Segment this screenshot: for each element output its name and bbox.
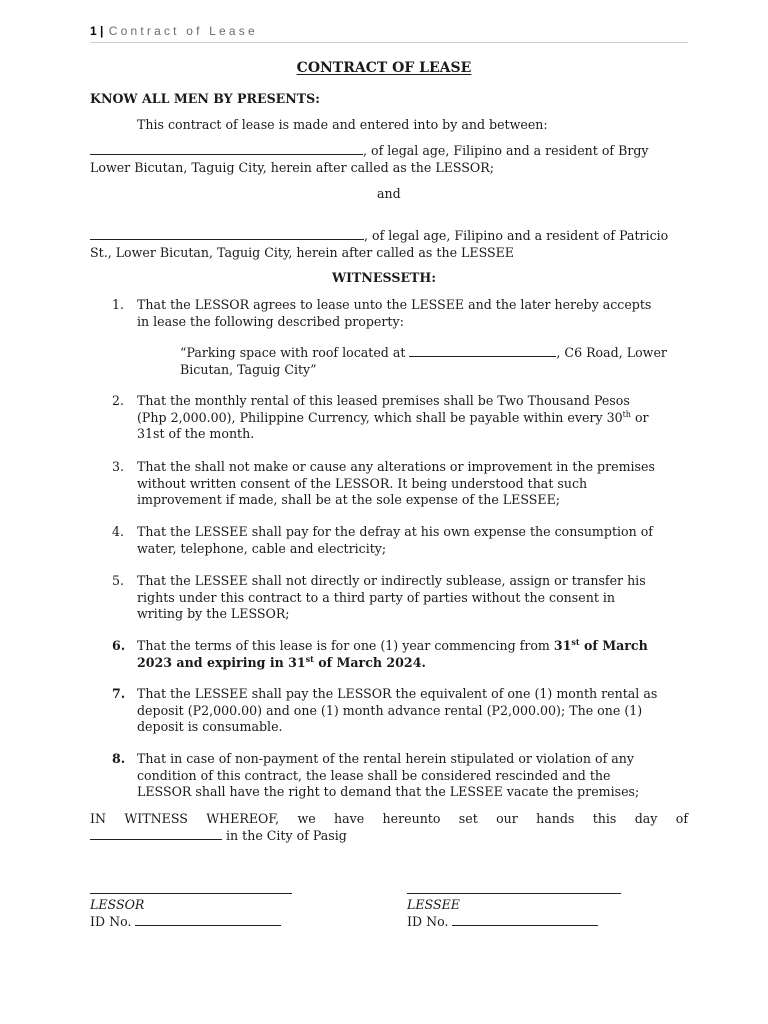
clause-number: 4. bbox=[112, 524, 125, 539]
lessee-id-blank bbox=[452, 914, 598, 926]
clause-6-line1-prefix: That the terms of this lease is for one (1) year commencing from bbox=[137, 638, 554, 653]
lessee-name-blank bbox=[90, 228, 364, 240]
clause-number: 2. bbox=[112, 393, 125, 408]
clause-number: 7. bbox=[112, 686, 126, 701]
clause-7-line2: deposit (P2,000.00) and one (1) month advance rental (P2,000.00); The one (1) bbox=[137, 702, 643, 718]
clause-4-line2: water, telephone, cable and electricity; bbox=[137, 540, 387, 556]
lessor-signature-line bbox=[90, 893, 292, 894]
clause-2 bbox=[0, 393, 768, 447]
witness-word: WHEREOF, bbox=[206, 811, 280, 826]
intro-paragraph: This contract of lease is made and entered into by and between: bbox=[137, 117, 548, 132]
clause-4-line1: That the LESSEE shall pay for the defray at his own expense the consumption of bbox=[137, 524, 653, 539]
clause-7-line1: That the LESSEE shall pay the LESSOR the equivalent of one (1) month rental as bbox=[137, 686, 658, 701]
lessee-party-line1: , of legal age, Filipino and a resident of Patricio bbox=[364, 228, 669, 243]
witness-word: we bbox=[297, 811, 316, 826]
clause-2-line2-suffix: or bbox=[630, 409, 649, 425]
property-line1-suffix: , C6 Road, Lower bbox=[556, 345, 667, 360]
clause-1-line1: That the LESSOR agrees to lease unto the LESSEE and the later hereby accepts bbox=[137, 297, 652, 312]
clause-5-line3: writing by the LESSOR; bbox=[137, 606, 290, 621]
clause-2-superscript: th bbox=[622, 409, 631, 419]
clause-number: 1. bbox=[112, 297, 125, 312]
witness-word: have bbox=[334, 811, 365, 826]
witnesseth-heading: WITNESSETH: bbox=[332, 270, 436, 285]
clause-3-line2: without written consent of the LESSOR. It being understood that such bbox=[137, 475, 588, 491]
clause-6-end-superscript: st bbox=[305, 653, 314, 664]
clause-8-line2: condition of this contract, the lease shall be considered rescinded and the bbox=[137, 767, 611, 783]
and-word: and bbox=[377, 186, 401, 201]
lessor-id-label: ID No. bbox=[90, 914, 132, 929]
lessor-party-line2: Lower Bicutan, Taguig City, herein after called as the LESSOR; bbox=[90, 159, 494, 175]
clause-6-start-superscript: st bbox=[571, 636, 580, 647]
lessor-name-blank bbox=[90, 143, 363, 155]
property-line2: Bicutan, Taguig City” bbox=[180, 361, 317, 377]
clause-1-line2: in lease the following described property: bbox=[137, 313, 404, 329]
clause-4 bbox=[0, 524, 768, 560]
lessor-id bbox=[90, 914, 281, 929]
lessee-party-line2: St., Lower Bicutan, Taguig City, herein after called as the LESSEE bbox=[90, 244, 514, 260]
clause-2-line3: 31st of the month. bbox=[137, 426, 255, 441]
clause-6-start-month: of March bbox=[579, 638, 648, 653]
clause-8-line1: That in case of non-payment of the rental herein stipulated or violation of any bbox=[137, 751, 634, 766]
clause-5 bbox=[0, 573, 768, 627]
witness-word: hereunto bbox=[382, 811, 441, 826]
property-location-blank bbox=[409, 345, 556, 357]
lessee-label: LESSEE bbox=[407, 897, 460, 912]
clause-2-line2-prefix: (Php 2,000.00), Philippine Currency, which shall be payable within every 30 bbox=[137, 409, 623, 425]
witness-word: IN bbox=[90, 811, 106, 826]
lessor-party-line1: , of legal age, Filipino and a resident of Brgy bbox=[363, 143, 649, 158]
clause-1 bbox=[0, 297, 768, 337]
clause-8 bbox=[0, 751, 768, 805]
clause-3-line1: That the shall not make or cause any alterations or improvement in the premises bbox=[137, 459, 655, 474]
witness-line1 bbox=[90, 811, 688, 828]
clause-6 bbox=[0, 638, 768, 674]
witness-line2: in the City of Pasig bbox=[222, 827, 347, 843]
clause-number: 5. bbox=[112, 573, 125, 588]
lessee-party-paragraph bbox=[90, 228, 668, 261]
witness-day-blank bbox=[90, 828, 222, 840]
lessor-label: LESSOR bbox=[90, 897, 145, 912]
page-header bbox=[90, 24, 688, 43]
witness-word: this bbox=[592, 811, 617, 826]
header-separator: | bbox=[100, 24, 104, 38]
clause-5-line2: rights under this contract to a third party of parties without the consent in bbox=[137, 589, 616, 605]
clause-6-line2-bold2: of March 2024. bbox=[313, 654, 426, 670]
document-title: CONTRACT OF LEASE bbox=[296, 60, 472, 76]
clause-3-line3: improvement if made, shall be at the sole expense of the LESSEE; bbox=[137, 492, 561, 507]
page-number: 1 bbox=[90, 24, 97, 38]
property-description bbox=[180, 345, 667, 378]
lessor-id-blank bbox=[135, 914, 281, 926]
witness-paragraph bbox=[90, 811, 688, 844]
clause-7 bbox=[0, 686, 768, 740]
clause-7-line3: deposit is consumable. bbox=[137, 719, 283, 734]
clause-number: 3. bbox=[112, 459, 125, 474]
witness-word: set bbox=[458, 811, 478, 826]
clause-number: 8. bbox=[112, 751, 126, 766]
clause-2-line1: That the monthly rental of this leased premises shall be Two Thousand Pesos bbox=[137, 393, 630, 408]
lessee-id bbox=[407, 914, 598, 929]
witness-word: day bbox=[634, 811, 658, 826]
salutation: KNOW ALL MEN BY PRESENTS: bbox=[90, 91, 320, 106]
property-line1-prefix: “Parking space with roof located at bbox=[180, 345, 406, 360]
lessee-signature-line bbox=[407, 893, 621, 894]
witness-word: our bbox=[496, 811, 518, 826]
clause-6-start-day: 31 bbox=[553, 638, 572, 653]
clause-8-line3: LESSOR shall have the right to demand that the LESSEE vacate the premises; bbox=[137, 784, 640, 799]
witness-word: of bbox=[675, 811, 688, 826]
lessee-id-label: ID No. bbox=[407, 914, 449, 929]
witness-word: WITNESS bbox=[124, 811, 188, 826]
witness-word: hands bbox=[536, 811, 575, 826]
lessor-party-paragraph bbox=[90, 143, 649, 176]
clause-5-line1: That the LESSEE shall not directly or indirectly sublease, assign or transfer his bbox=[137, 573, 646, 588]
clause-number: 6. bbox=[112, 638, 126, 653]
running-title: Contract of Lease bbox=[108, 24, 258, 38]
clause-6-line2-bold1: 2023 and expiring in 31 bbox=[137, 654, 306, 670]
clause-3 bbox=[0, 459, 768, 513]
